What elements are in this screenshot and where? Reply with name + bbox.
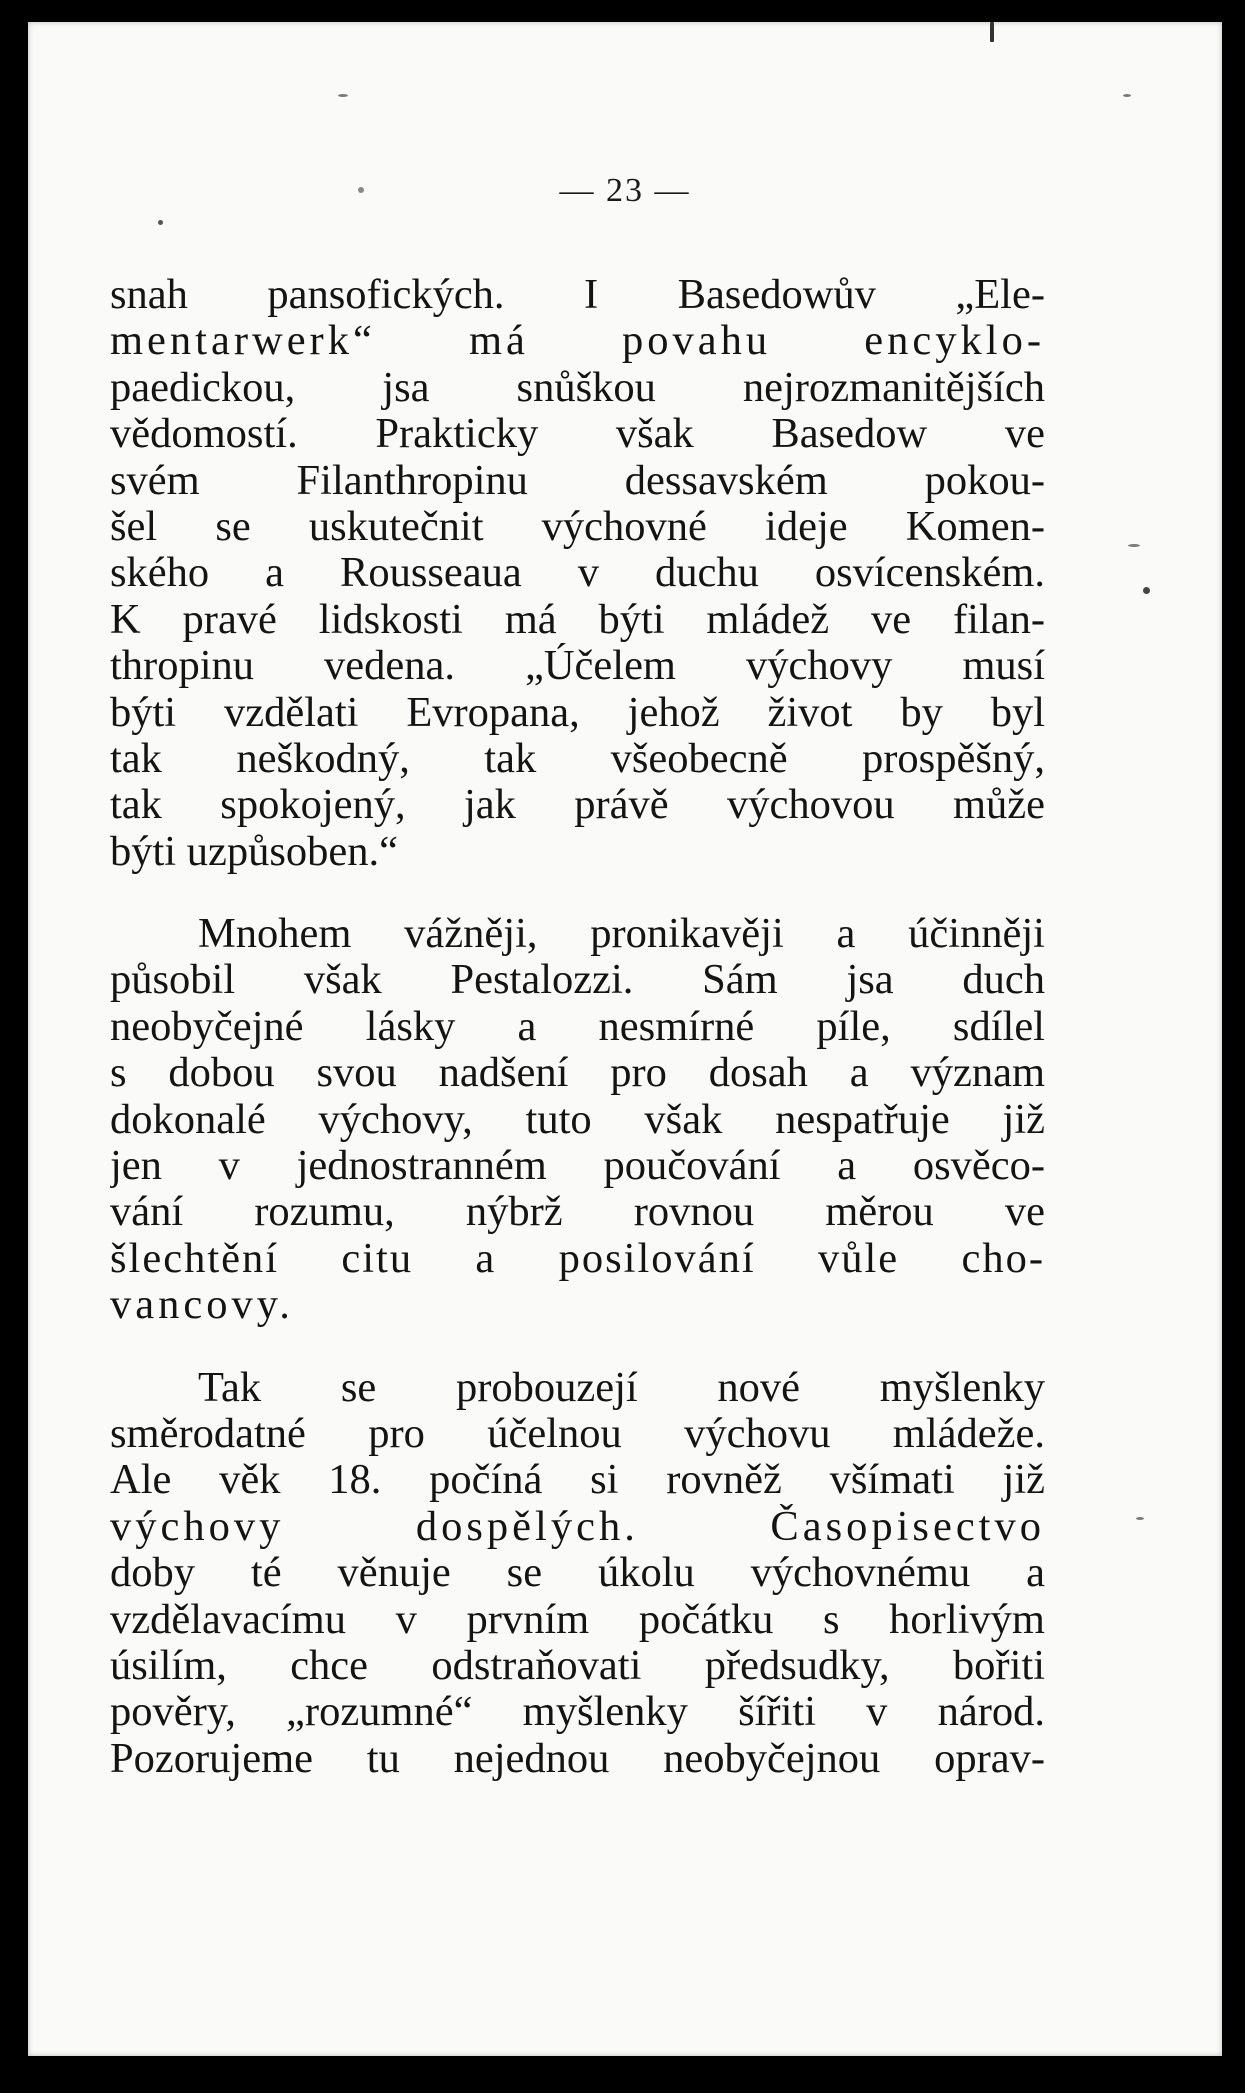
text-line: směrodatné pro účelnou výchovu mládeže. bbox=[110, 1410, 1045, 1457]
paragraph-gap bbox=[110, 875, 1045, 911]
text-line: dokonalé výchovy, tuto však nespatřuje již bbox=[110, 1096, 1045, 1143]
scan-speck bbox=[1128, 544, 1140, 547]
text-line: doby té věnuje se úkolu výchovnému a bbox=[110, 1550, 1045, 1597]
text-line: tak neškodný, tak všeobecně prospěšný, bbox=[110, 735, 1045, 782]
scan-speck bbox=[158, 220, 163, 225]
text-line: šel se uskutečnit výchovné ideje Komen- bbox=[110, 503, 1045, 550]
text-line: s dobou svou nadšení pro dosah a význam bbox=[110, 1050, 1045, 1097]
text-line: býti vzdělati Evropana, jehož život by byl bbox=[110, 689, 1045, 736]
scan-speck bbox=[358, 187, 364, 193]
paragraph-gap bbox=[110, 1329, 1045, 1365]
text-line: Pozorujeme tu nejednou neobyčejnou oprav- bbox=[110, 1735, 1045, 1782]
text-line: působil však Pestalozzi. Sám jsa duch bbox=[110, 957, 1045, 1004]
text-line: svém Filanthropinu dessavském pokou- bbox=[110, 457, 1045, 504]
text-line: K pravé lidskosti má býti mládež ve filan- bbox=[110, 596, 1045, 643]
text-line: vědomostí. Prakticky však Basedow ve bbox=[110, 411, 1045, 458]
text-line: vání rozumu, nýbrž rovnou měrou ve bbox=[110, 1189, 1045, 1236]
scan-speck bbox=[1123, 94, 1131, 97]
text-line: neobyčejné lásky a nesmírné píle, sdílel bbox=[110, 1003, 1045, 1050]
text-line: jen v jednostranném poučování a osvěco- bbox=[110, 1143, 1045, 1190]
text-line: výchovy dospělých. Časopisectvo bbox=[110, 1503, 1045, 1550]
text-line: paedickou, jsa snůškou nejrozmanitějších bbox=[110, 364, 1045, 411]
book-page bbox=[28, 22, 1222, 2056]
text-line: vzdělavacímu v prvním počátku s horlivým bbox=[110, 1596, 1045, 1643]
scan-speck bbox=[338, 94, 348, 97]
text-line: úsilím, chce odstraňovati předsudky, bořiti bbox=[110, 1642, 1045, 1689]
text-line: Mnohem vážněji, pronikavěji a účinněji bbox=[198, 911, 1045, 958]
text-line: pověry, „rozumné“ myšlenky šířiti v národ. bbox=[110, 1689, 1045, 1736]
body-text bbox=[110, 272, 1045, 1782]
text-line: Ale věk 18. počíná si rovněž všímati již bbox=[110, 1457, 1045, 1504]
text-line: snah pansofických. I Basedowův „Ele- bbox=[110, 272, 1045, 318]
text-line: tak spokojený, jak právě výchovou může bbox=[110, 782, 1045, 829]
text-line: mentarwerk“ má povahu encyklo- bbox=[110, 318, 1045, 365]
text-line: vancovy. bbox=[110, 1282, 294, 1329]
scan-speck bbox=[1136, 1517, 1144, 1520]
text-line: býti uzpůsoben.“ bbox=[110, 828, 398, 875]
text-line: thropinu vedena. „Účelem výchovy musí bbox=[110, 643, 1045, 690]
text-line: Tak se probouzejí nové myšlenky bbox=[198, 1364, 1045, 1411]
text-line: ského a Rousseaua v duchu osvícenském. bbox=[110, 550, 1045, 597]
page-number: — 23 — bbox=[559, 172, 691, 209]
scan-speck bbox=[1143, 587, 1150, 594]
scan-speck bbox=[990, 22, 994, 42]
text-line: šlechtění citu a posilování vůle cho- bbox=[110, 1235, 1045, 1282]
